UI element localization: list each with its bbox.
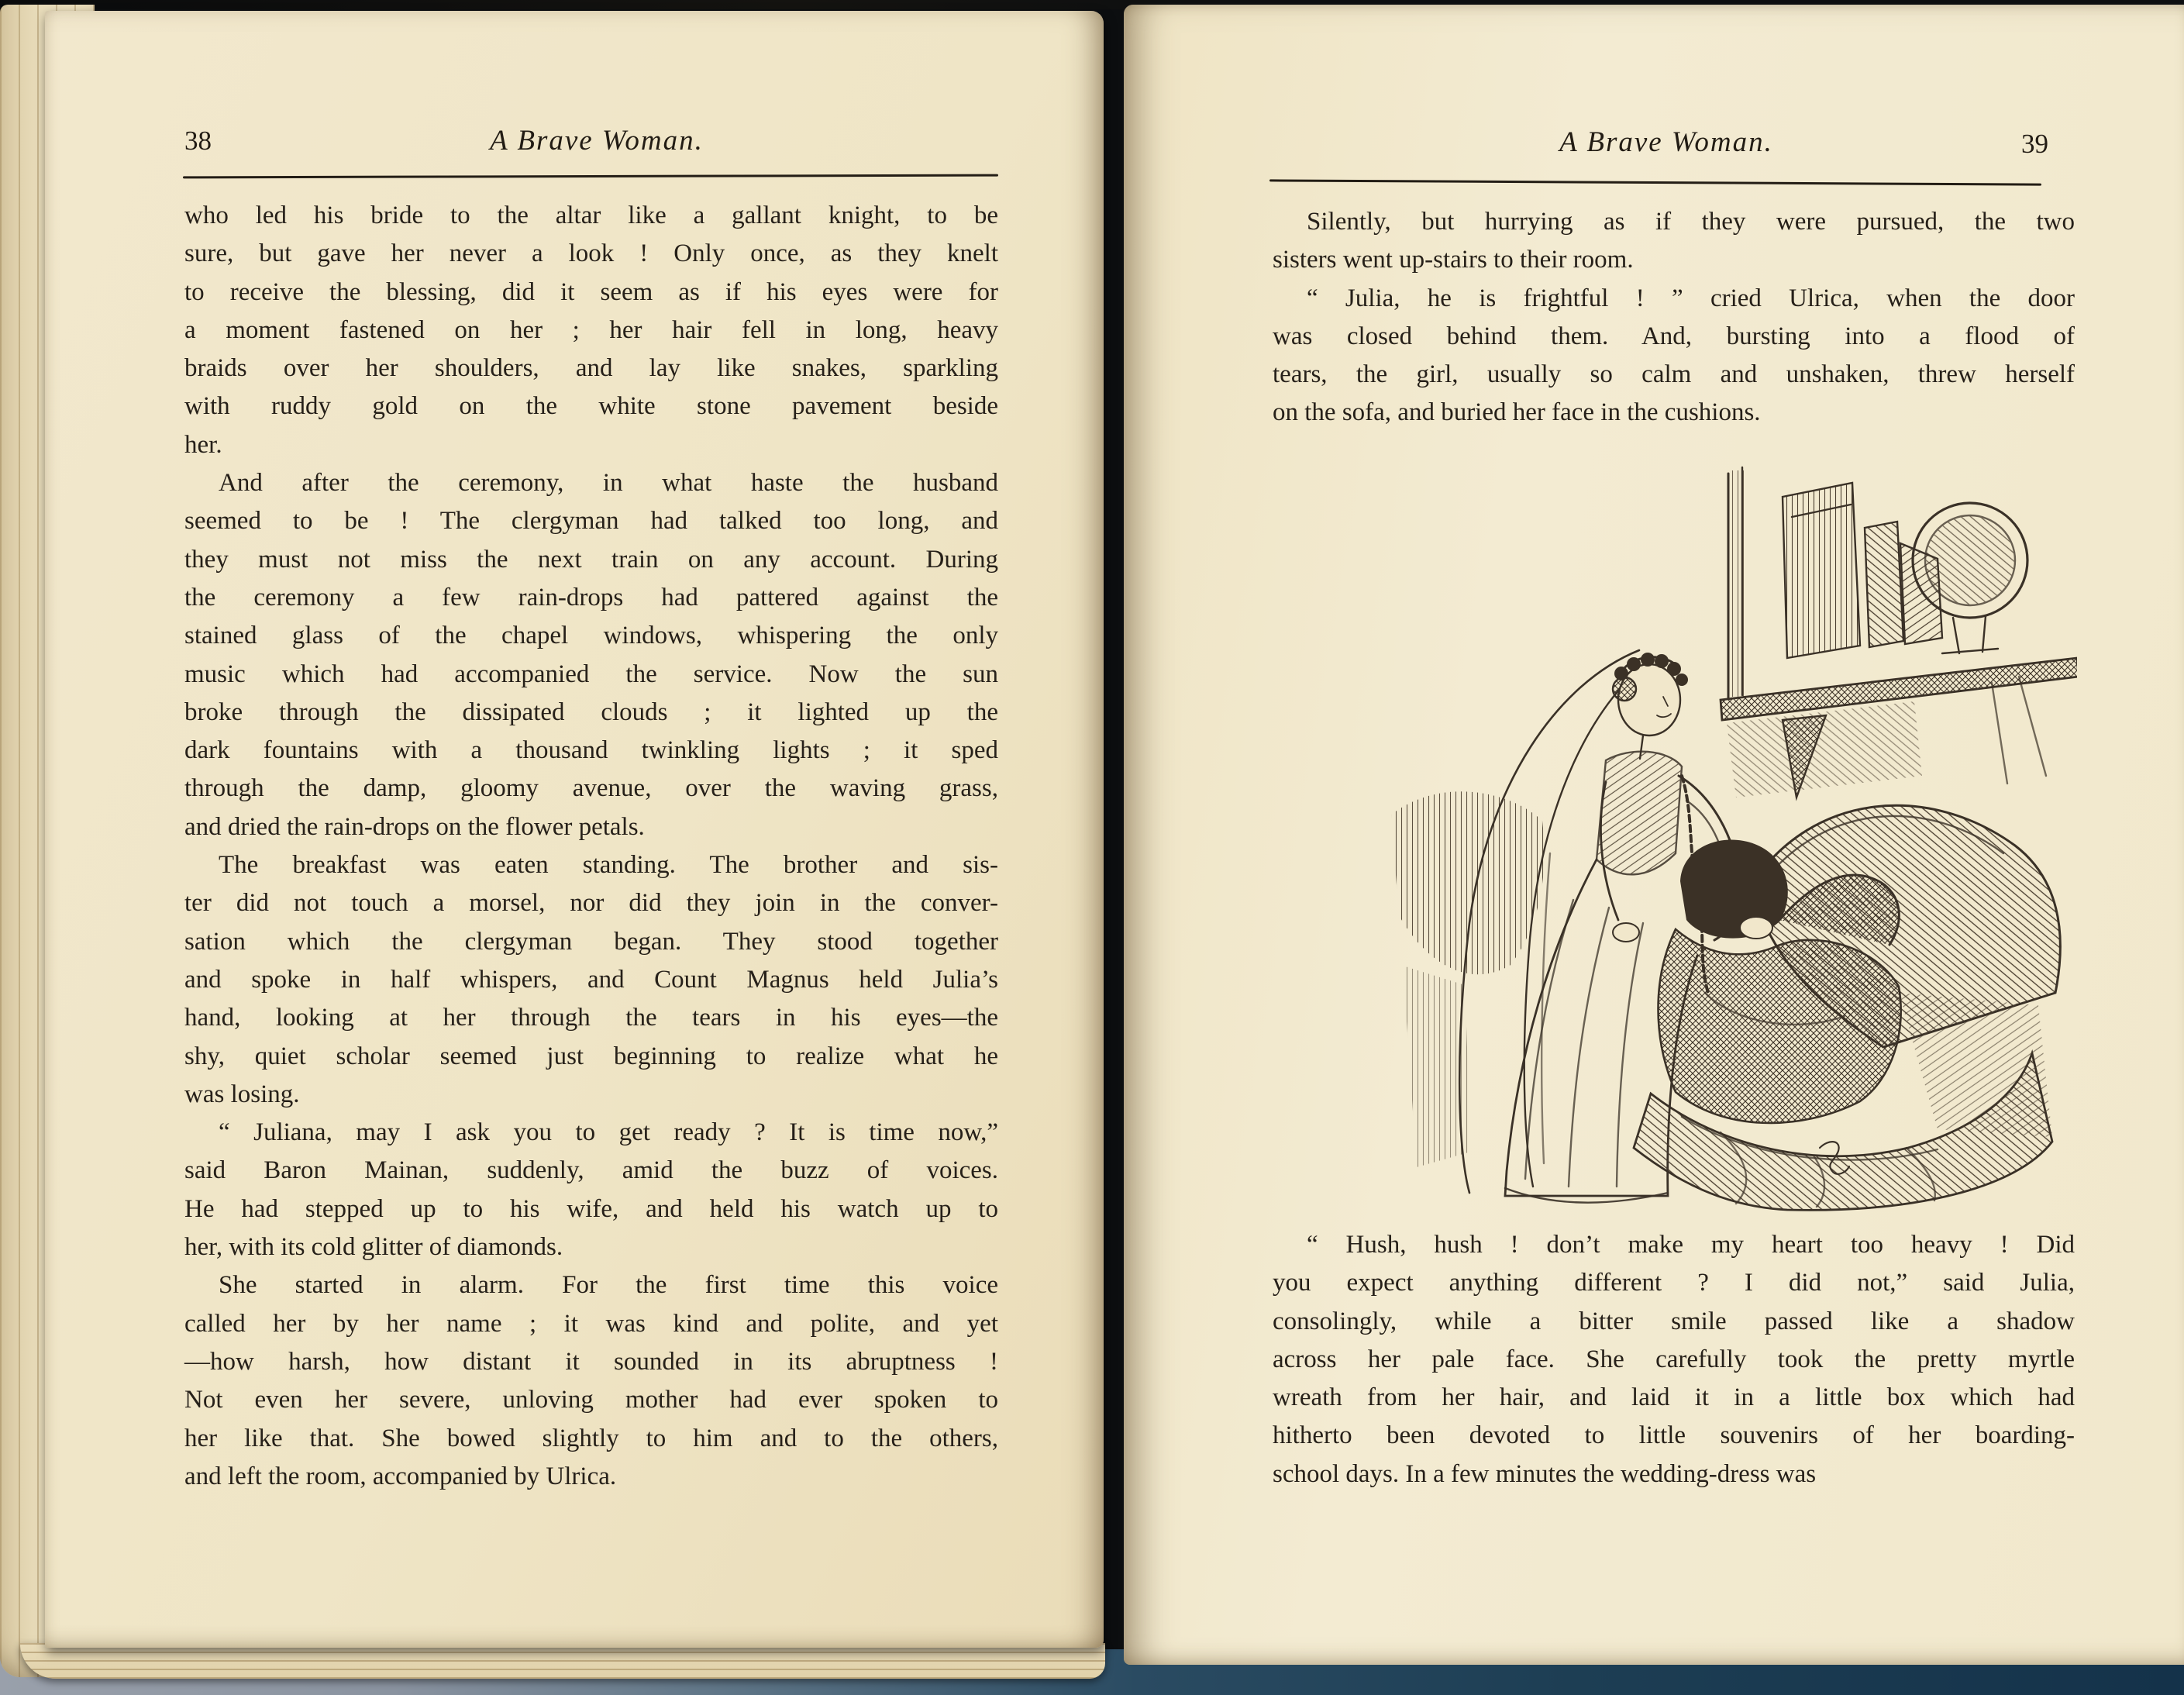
text-line: —how harsh, how distant it sounded in its abruptness ! (184, 1347, 998, 1376)
text-line: shy, quiet scholar seemed just beginning to realize what he (184, 1042, 998, 1070)
paragraph (184, 846, 998, 1114)
header-rule-right (1269, 179, 2041, 185)
text-line: to receive the blessing, did it seem as if his eyes were for (184, 277, 998, 306)
paragraph (1273, 280, 2075, 432)
text-line: you expect anything different ? I did not,” said Julia, (1273, 1269, 2075, 1297)
paragraph (184, 1266, 998, 1496)
text-line: sure, but gave her never a look ! Only once, as they knelt (184, 239, 998, 268)
text-line: “ Julia, he is frightful ! ” cried Ulrica, when the door (1307, 284, 2075, 312)
text-line: And after the ceremony, in what haste the husband (219, 469, 998, 498)
text-line: was losing. (184, 1080, 300, 1108)
body-text-right-top (1273, 203, 2075, 432)
text-line: sation which the clergyman began. They stood together (184, 927, 998, 956)
text-line: her. (184, 430, 222, 459)
text-line: the ceremony a few rain-drops had pattered against the (184, 583, 998, 612)
text-line: Silently, but hurrying as if they were pursued, the two (1307, 208, 2075, 236)
text-line: braids over her shoulders, and lay like snakes, sparkling (184, 354, 998, 383)
text-line: a moment fastened on her ; her hair fell in long, heavy (184, 315, 998, 344)
running-title-left: A Brave Woman. (490, 125, 704, 157)
text-line: was closed behind them. And, bursting into a flood of (1273, 322, 2075, 350)
body-text-left (184, 197, 998, 1496)
text-line: said Baron Mainan, suddenly, amid the buzz of voices. (184, 1156, 998, 1185)
running-title-right: A Brave Woman. (1559, 126, 1773, 158)
paragraph (1273, 1226, 2075, 1493)
text-line: consolingly, while a bitter smile passed like a shadow (1273, 1307, 2075, 1335)
text-line: with ruddy gold on the white stone pavement beside (184, 392, 998, 421)
text-line: tears, the girl, usually so calm and unshaken, threw herself (1273, 360, 2075, 389)
text-line: stained glass of the chapel windows, whispering the only (184, 622, 998, 650)
top-shadow (0, 0, 1321, 9)
text-line: her, with its cold glitter of diamonds. (184, 1233, 563, 1262)
text-line: they must not miss the next train on any account. During (184, 545, 998, 574)
text-line: and dried the rain-drops on the flower petals. (184, 812, 645, 841)
text-line: on the sofa, and buried her face in the cushions. (1273, 398, 1761, 427)
text-line: The breakfast was eaten standing. The brother and sis- (219, 851, 998, 880)
paragraph (184, 464, 998, 846)
text-line: called her by her name ; it was kind and polite, and yet (184, 1309, 998, 1338)
text-line: dark fountains with a thousand twinkling lights ; it sped (184, 736, 998, 765)
text-line: ter did not touch a morsel, nor did they join in the conver- (184, 889, 998, 918)
text-line: hand, looking at her through the tears in his eyes—the (184, 1004, 998, 1032)
text-line: through the damp, gloomy avenue, over the waving grass, (184, 774, 998, 803)
text-line: hitherto been devoted to little souvenirs of her boarding- (1273, 1421, 2075, 1450)
text-line: broke through the dissipated clouds ; it lighted up the (184, 698, 998, 726)
text-line: across her pale face. She carefully took the pretty myrtle (1273, 1345, 2075, 1373)
text-line: He had stepped up to his wife, and held his watch up to (184, 1194, 998, 1223)
text-line: sisters went up-stairs to their room. (1273, 246, 1634, 274)
body-text-right-bottom (1273, 1226, 2075, 1493)
page-number-left: 38 (184, 126, 212, 156)
illustration (1318, 450, 2077, 1218)
left-page[interactable] (45, 11, 1104, 1648)
paragraph (184, 1114, 998, 1266)
text-line: Not even her severe, unloving mother had ever spoken to (184, 1386, 998, 1414)
text-line: seemed to be ! The clergyman had talked too long, and (184, 507, 998, 536)
text-line: “ Hush, hush ! don’t make my heart too heavy ! Did (1307, 1231, 2075, 1259)
page-stack-edges-bottom (20, 1643, 1105, 1679)
text-line: and left the room, accompanied by Ulrica. (184, 1462, 617, 1490)
right-page[interactable] (1124, 5, 2184, 1665)
text-line: “ Juliana, may I ask you to get ready ? It is time now,” (219, 1118, 998, 1147)
engraving-lines (1391, 467, 2077, 1210)
text-line: who led his bride to the altar like a gallant knight, to be (184, 202, 998, 229)
header-rule-left (183, 174, 998, 179)
text-line: music which had accompanied the service. Now the sun (184, 660, 998, 688)
page-number-right: 39 (2021, 129, 2048, 159)
paragraph (1273, 203, 2075, 280)
text-line: wreath from her hair, and laid it in a little box which had (1273, 1383, 2075, 1412)
text-line: She started in alarm. For the first time this voice (219, 1271, 998, 1300)
text-line: her like that. She bowed slightly to him and to the others, (184, 1424, 998, 1452)
text-line: and spoke in half whispers, and Count Magnus held Julia’s (184, 965, 998, 994)
paragraph (184, 197, 998, 464)
text-line: school days. In a few minutes the wedding-dress was (1273, 1459, 1817, 1488)
